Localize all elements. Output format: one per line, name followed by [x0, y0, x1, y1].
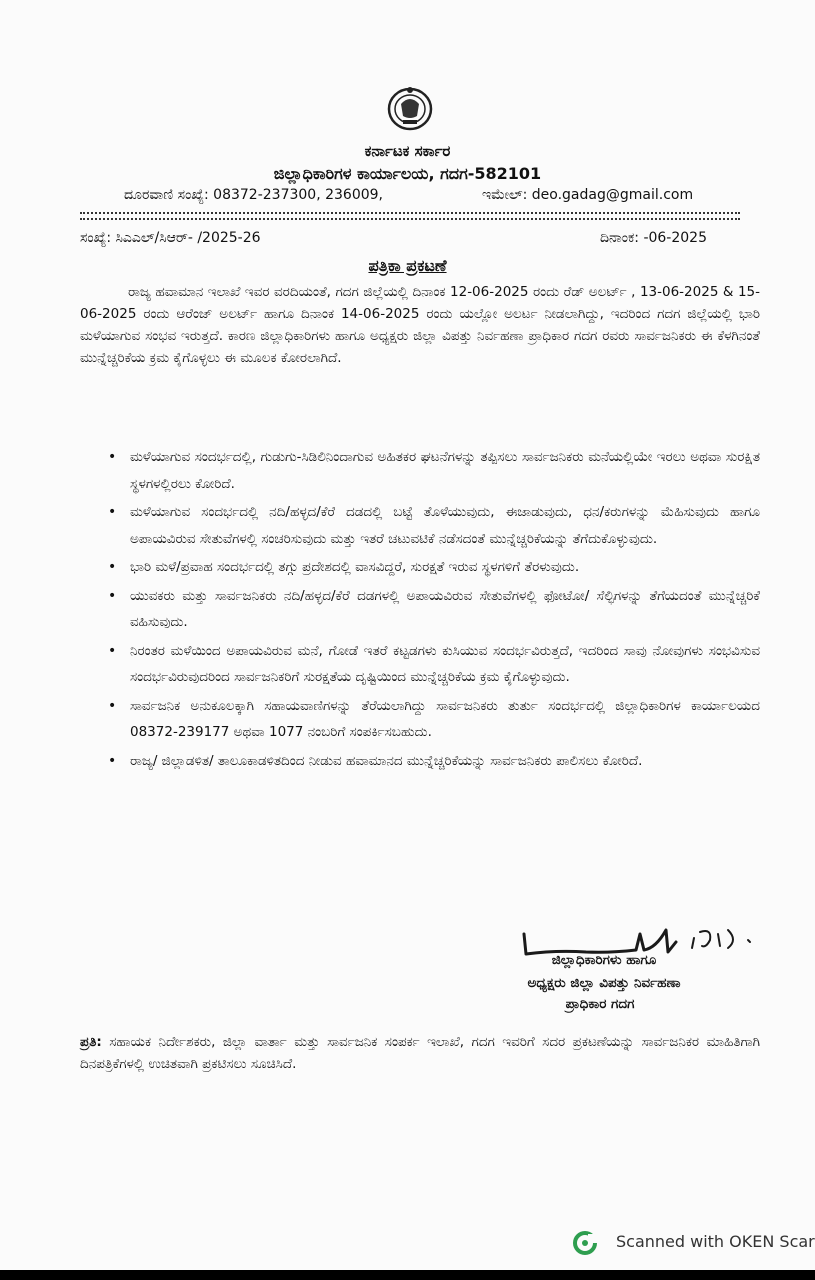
bullet-icon: •: [108, 587, 117, 604]
header-email: ಇಮೇಲ್: deo.gadag@gmail.com: [482, 187, 694, 203]
list-item-text: ನಿರಂತರ ಮಳೆಯಿಂದ ಅಪಾಯವಿರುವ ಮನೆ, ಗೋಡೆ ಇತರೆ ಕಟ್ಟಡಗಳು ಕುಸಿಯುವ ಸಂದರ್ಭವಿರುತ್ತದೆ, ಇದರಿಂದ ಸಾವು ನೋವುಗಳು ಸಂಭವಿಸುವ ಸಂದರ್ಭವಿರುವುದರಿಂದ ಸಾರ್ವಜನಿಕರಿಗೆ ಸುರಕ್ಷತೆಯ ದೃಷ್ಟಿಯಿಂದ ಮುನ್ನೆಚ್ಚರಿಕೆಯ ಕ್ರಮ ಕೈಗೊಳ್ಳುವುದು.: [130, 642, 760, 685]
signatory-line-3: ಪ್ರಾಧಿಕಾರ ಗದಗ: [565, 996, 635, 1012]
list-item-text: ರಾಜ್ಯ/ ಜಿಲ್ಲಾಡಳಿತ/ ತಾಲೂಕಾಡಳಿತದಿಂದ ನೀಡುವ ಹವಾಮಾನದ ಮುನ್ನೆಚ್ಚರಿಕೆಯನ್ನು ಸಾರ್ವಜನಿಕರು ಪಾಲಿಸಲು ಕೋರಿದೆ.: [130, 752, 643, 769]
header-phone: ದೂರವಾಣಿ ಸಂಖ್ಯೆ: 08372-237300, 236009,: [124, 187, 383, 203]
scanner-logo-icon: [572, 1230, 598, 1256]
list-item-text: ಭಾರಿ ಮಳೆ/ಪ್ರವಾಹ ಸಂದರ್ಭದಲ್ಲಿ ತಗ್ಗು ಪ್ರದೇಶದಲ್ಲಿ ವಾಸವಿದ್ದರೆ, ಸುರಕ್ಷತೆ ಇರುವ ಸ್ಥಳಗಳಿಗೆ ತೆರಳುವುದು.: [130, 559, 580, 575]
scanner-watermark-text: Scanned with OKEN Scar: [616, 1232, 815, 1251]
reference-date: ದಿನಾಂಕ: -06-2025: [600, 230, 707, 246]
list-item-text: ಯುವಕರು ಮತ್ತು ಸಾರ್ವಜನಿಕರು ನದಿ/ಹಳ್ಳದ/ಕೆರೆ ದಡಗಳಲ್ಲಿ ಅಪಾಯವಿರುವ ಸೇತುವೆಗಳಲ್ಲಿ ಫೋಟೋ/ ಸೆಲ್ಫಿಗಳನ್ನು ತೆಗೆಯದಂತೆ ಮುನ್ನೆಚ್ಚರಿಕೆ ವಹಿಸುವುದು.: [130, 587, 760, 630]
bullet-icon: •: [108, 504, 117, 520]
list-item: [108, 748, 760, 775]
bullet-icon: •: [108, 642, 117, 659]
list-item: [108, 583, 760, 636]
advisory-list: [108, 444, 760, 776]
list-item: [108, 638, 760, 691]
list-item: [108, 444, 760, 497]
bullet-icon: •: [108, 559, 117, 575]
header-divider: [80, 212, 740, 214]
list-item: [108, 499, 760, 552]
bottom-bar: [0, 1270, 815, 1280]
header-government: ಕರ್ನಾಟಕ ಸರ್ಕಾರ: [364, 142, 451, 160]
document-title: ಪತ್ರಿಕಾ ಪ್ರಕಟಣೆ: [368, 256, 447, 275]
list-item: [108, 693, 760, 746]
header-office: ಜಿಲ್ಲಾಧಿಕಾರಿಗಳ ಕಾರ್ಯಾಲಯ, ಗದಗ-582101: [273, 164, 542, 183]
copy-to-text: ಸಹಾಯಕ ನಿರ್ದೇಶಕರು, ಜಿಲ್ಲಾ ವಾರ್ತಾ ಮತ್ತು ಸಾರ್ವಜನಿಕ ಸಂಪರ್ಕ ಇಲಾಖೆ, ಗದಗ ಇವರಿಗೆ ಸದರ ಪ್ರಕಟಣೆಯನ್ನು ಸಾರ್ವಜನಿಕರ ಮಾಹಿತಿಗಾಗಿ ದಿನಪತ್ರಿಕೆಗಳಲ್ಲಿ ಉಚಿತವಾಗಿ ಪ್ರಕಟಿಸಲು ಸೂಚಿಸಿದೆ.: [80, 1034, 760, 1072]
list-item: [108, 554, 760, 581]
bullet-icon: •: [108, 697, 117, 714]
copy-to-label: ಪ್ರತಿ:: [80, 1034, 102, 1050]
signatory-line-2: ಅಧ್ಯಕ್ಷರು ಜಿಲ್ಲಾ ವಿಪತ್ತು ನಿರ್ವಹಣಾ: [527, 975, 681, 991]
signatory-line-1: ಜಿಲ್ಲಾಧಿಕಾರಿಗಳು ಹಾಗೂ: [551, 952, 657, 968]
intro-paragraph: ರಾಜ್ಯ ಹವಾಮಾನ ಇಲಾಖೆ ಇವರ ವರದಿಯಂತೆ, ಗದಗ ಜಿಲ್ಲೆಯಲ್ಲಿ ದಿನಾಂಕ 12-06-2025 ರಂದು ರೆಡ್ ಅಲರ್ಟ್ , 13-06-2025 & 15-06-2025 ರಂದು ಆರೆಂಜ್ ಅಲರ್ಟ್ ಹಾಗೂ ದಿನಾಂಕ 14-06-2025 ರಂದು ಯಲ್ಲೋ ಅಲರ್ಟ ನೀಡಲಾಗಿದ್ದು, ಇದರಿಂದ ಗದಗ ಜಿಲ್ಲೆಯಲ್ಲಿ ಭಾರಿ ಮಳೆಯಾಗುವ ಸಂಭವ ಇರುತ್ತದೆ. ಕಾರಣ ಜಿಲ್ಲಾಧಿಕಾರಿಗಳು ಹಾಗೂ ಅಧ್ಯಕ್ಷರು ಜಿಲ್ಲಾ ವಿಪತ್ತು ನಿರ್ವಹಣಾ ಪ್ರಾಧಿಕಾರ ಗದಗ ರವರು ಸಾರ್ವಜನಿಕರು ಈ ಕೆಳಗಿನಂತೆ ಮುನ್ನೆಚ್ಚರಿಕೆಯ ಕ್ರಮ ಕೈಗೊಳ್ಳಲು ಈ ಮೂಲಕ ಕೋರಲಾಗಿದೆ.: [80, 284, 760, 366]
reference-number: ಸಂಖ್ಯೆ: ಸಿಎಎಲ್/ಸಿಆರ್- /2025-26: [80, 230, 261, 246]
bullet-icon: •: [108, 449, 117, 465]
copy-to-paragraph: [80, 1031, 760, 1075]
government-emblem-icon: [385, 82, 435, 132]
list-item-text: ಸಾರ್ವಜನಿಕ ಅನುಕೂಲಕ್ಕಾಗಿ ಸಹಾಯವಾಣಿಗಳನ್ನು ತೆರೆಯಲಾಗಿದ್ದು ಸಾರ್ವಜನಿಕರು ತುರ್ತು ಸಂದರ್ಭದಲ್ಲಿ ಜಿಲ್ಲಾಧಿಕಾರಿಗಳ ಕಾರ್ಯಾಲಯದ 08372-239177 ಅಥವಾ 1077 ನಂಬರಿಗೆ ಸಂಪರ್ಕಿಸಬಹುದು.: [130, 697, 760, 740]
bullet-icon: •: [108, 752, 117, 769]
list-item-text: ಮಳೆಯಾಗುವ ಸಂದರ್ಭದಲ್ಲಿ, ಗುಡುಗು-ಸಿಡಿಲಿನಿಂದಾಗುವ ಅಹಿತಕರ ಘಟನೆಗಳನ್ನು ತಪ್ಪಿಸಲು ಸಾರ್ವಜನಿಕರು ಮನೆಯಲ್ಲಿಯೇ ಇರಲು ಅಥವಾ ಸುರಕ್ಷಿತ ಸ್ಥಳಗಳಲ್ಲಿರಲು ಕೋರಿದೆ.: [130, 449, 760, 492]
list-item-text: ಮಳೆಯಾಗುವ ಸಂದರ್ಭದಲ್ಲಿ ನದಿ/ಹಳ್ಳದ/ಕೆರೆ ದಡದಲ್ಲಿ ಬಟ್ಟೆ ತೊಳೆಯುವುದು, ಈಜಾಡುವುದು, ಧನ/ಕರುಗಳನ್ನು ಮೆಹಿಸುವುದು ಹಾಗೂ ಅಪಾಯವಿರುವ ಸೇತುವೆಗಳಲ್ಲಿ ಸಂಚರಿಸುವುದು ಮತ್ತು ಇತರೆ ಚಟುವಟಿಕೆ ನಡೆಸದಂತೆ ಮುನ್ನೆಚ್ಚರಿಕೆಯನ್ನು ತೆಗೆದುಕೊಳ್ಳುವುದು.: [130, 504, 760, 547]
header-divider: [80, 218, 740, 220]
